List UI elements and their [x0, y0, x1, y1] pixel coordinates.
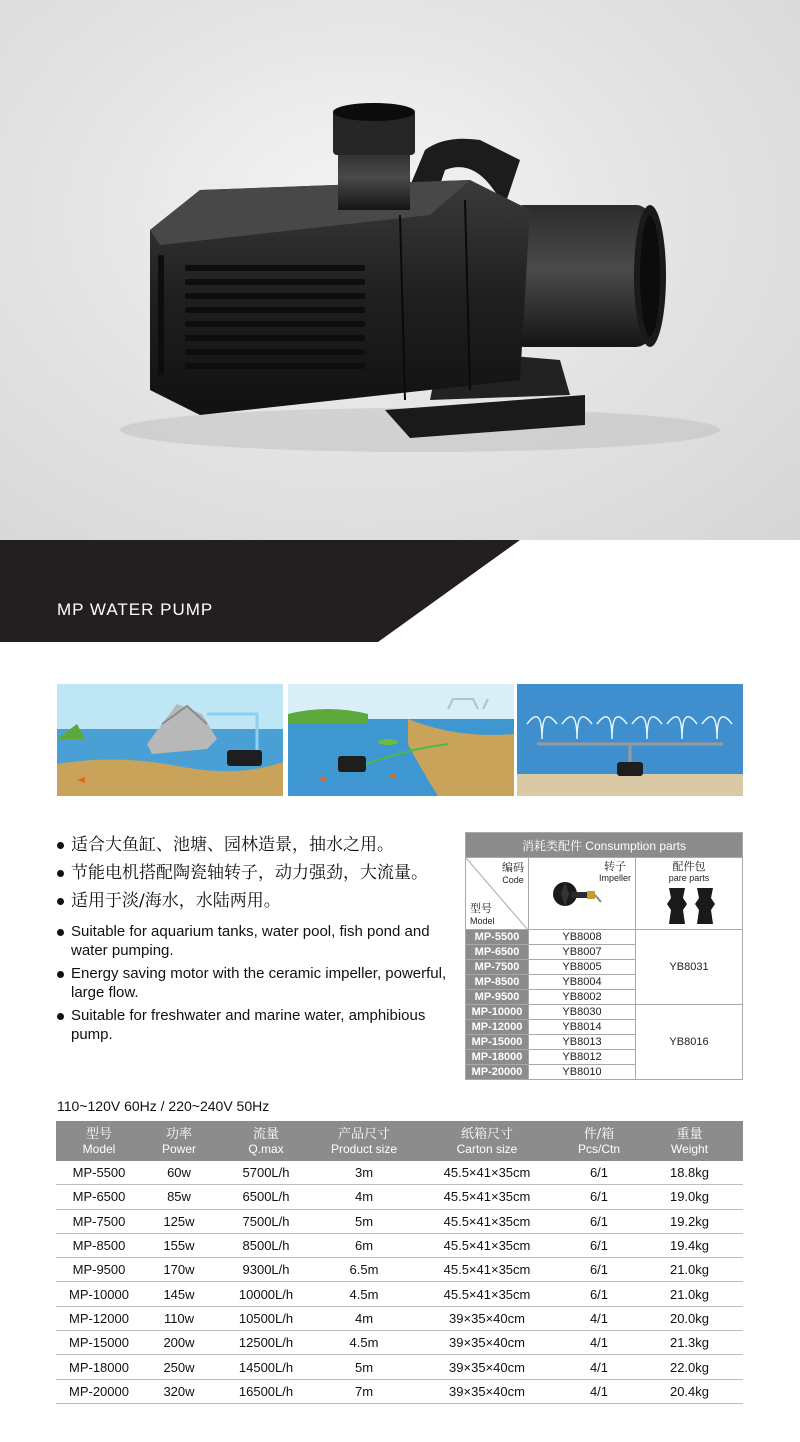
- voltage-spec: 110~120V 60Hz / 220~240V 50Hz: [57, 1098, 270, 1114]
- code-label-cn: 编码: [502, 862, 524, 874]
- feature-list: [56, 832, 451, 1048]
- table-row: MP-18000 250w 14500L/h 5m 39×35×40cm 4/1 22.0kg: [56, 1355, 743, 1379]
- parts-model: MP-15000: [466, 1035, 529, 1050]
- parts-model: MP-6500: [466, 945, 529, 960]
- parts-code: YB8030: [529, 1005, 636, 1020]
- pack-label-en: pare parts: [668, 873, 710, 883]
- spec-header: 流量 Q.max: [216, 1121, 316, 1161]
- parts-code: YB8002: [529, 990, 636, 1005]
- parts-code: YB8013: [529, 1035, 636, 1050]
- spec-header: 纸箱尺寸 Carton size: [412, 1121, 562, 1161]
- spec-header: 产品尺寸 Product size: [316, 1121, 412, 1161]
- parts-model: MP-9500: [466, 990, 529, 1005]
- table-row: MP-12000 110w 10500L/h 4m 39×35×40cm 4/1 20.0kg: [56, 1306, 743, 1330]
- table-row: MP-20000 320w 16500L/h 7m 39×35×40cm 4/1 20.4kg: [56, 1379, 743, 1403]
- feature-en-3: Suitable for freshwater and marine water, amphibious pump.: [56, 1006, 451, 1044]
- table-row: MP-10000 145w 10000L/h 4.5m 45.5×41×35cm 6/1 21.0kg: [56, 1282, 743, 1306]
- scene-pond-rockery: [57, 684, 283, 796]
- pack-label-cn: 配件包: [672, 861, 706, 873]
- feature-cn-2: 节能电机搭配陶瓷轴转子，动力强劲，大流量。: [56, 860, 451, 886]
- scene-pond-waterfall: [288, 684, 514, 796]
- parts-code: YB8012: [529, 1050, 636, 1065]
- parts-table-title: 消耗类配件 Consumption parts: [466, 833, 743, 858]
- impeller-label-en: Impeller: [598, 873, 631, 883]
- impeller-header: [529, 858, 636, 930]
- feature-en-2: Energy saving motor with the ceramic impeller, powerful, large flow.: [56, 964, 451, 1002]
- spec-header-row: [56, 1121, 743, 1161]
- consumption-parts-table: [465, 832, 743, 1080]
- parts-model: MP-5500: [466, 930, 529, 945]
- page-title: MP WATER PUMP: [57, 600, 214, 619]
- spec-header: 重量 Weight: [636, 1121, 743, 1161]
- parts-model: MP-10000: [466, 1005, 529, 1020]
- scene-fountain: [517, 684, 743, 796]
- spec-header: 型号 Model: [56, 1121, 142, 1161]
- table-row: MP-9500 170w 9300L/h 6.5m 45.5×41×35cm 6/1 21.0kg: [56, 1258, 743, 1282]
- parts-code: YB8005: [529, 960, 636, 975]
- parts-model: MP-7500: [466, 960, 529, 975]
- parts-header-corner: [466, 858, 529, 930]
- parts-pack-2: YB8016: [636, 1005, 743, 1080]
- title-banner: [0, 540, 800, 642]
- table-row: MP-7500 125w 7500L/h 5m 45.5×41×35cm 6/1 19.2kg: [56, 1209, 743, 1233]
- parts-code: YB8007: [529, 945, 636, 960]
- spec-header: 件/箱 Pcs/Ctn: [562, 1121, 636, 1161]
- parts-code: YB8014: [529, 1020, 636, 1035]
- table-row: MP-5500 60w 5700L/h 3m 45.5×41×35cm 6/1 18.8kg: [56, 1161, 743, 1185]
- spare-parts-header: [636, 858, 743, 930]
- model-label-cn: 型号: [470, 903, 492, 915]
- impeller-image: [543, 874, 603, 924]
- spec-table: [56, 1121, 743, 1404]
- parts-code: YB8008: [529, 930, 636, 945]
- parts-model: MP-18000: [466, 1050, 529, 1065]
- feature-en-1: Suitable for aquarium tanks, water pool, fish pond and water pumping.: [56, 922, 451, 960]
- table-row: MP-6500 85w 6500L/h 4m 45.5×41×35cm 6/1 19.0kg: [56, 1185, 743, 1209]
- feature-cn-3: 适用于淡/海水，水陆两用。: [56, 888, 451, 914]
- code-label-en: Code: [502, 875, 524, 885]
- parts-model: MP-12000: [466, 1020, 529, 1035]
- spare-parts-image: [661, 884, 741, 928]
- parts-model: MP-20000: [466, 1065, 529, 1080]
- water-pump-image: [0, 0, 800, 540]
- parts-code: YB8004: [529, 975, 636, 990]
- table-row: MP-15000 200w 12500L/h 4.5m 39×35×40cm 4/1 21.3kg: [56, 1331, 743, 1355]
- parts-code: YB8010: [529, 1065, 636, 1080]
- parts-model: MP-8500: [466, 975, 529, 990]
- spec-header: 功率 Power: [142, 1121, 216, 1161]
- feature-cn-1: 适合大鱼缸、池塘、园林造景，抽水之用。: [56, 832, 451, 858]
- model-label-en: Model: [470, 916, 495, 926]
- table-row: MP-8500 155w 8500L/h 6m 45.5×41×35cm 6/1 19.4kg: [56, 1233, 743, 1257]
- parts-pack-1: YB8031: [636, 930, 743, 1005]
- impeller-label-cn: 转子: [603, 861, 626, 873]
- product-hero: [0, 0, 800, 540]
